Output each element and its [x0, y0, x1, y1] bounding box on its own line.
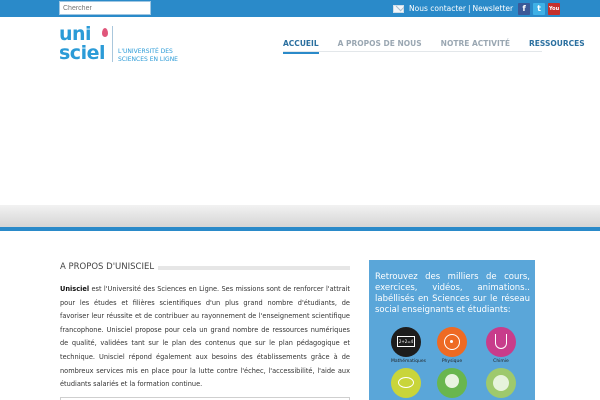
nav-accueil[interactable]: ACCUEIL	[283, 39, 319, 54]
nav-ressources[interactable]: RESSOURCES	[529, 39, 585, 48]
logo-uni: uni	[59, 23, 92, 45]
facebook-icon[interactable]: f	[518, 3, 530, 15]
chalkboard-icon: 2+2=4	[397, 336, 415, 347]
subject-sciences-vie[interactable]	[437, 368, 467, 398]
flask-shape	[495, 334, 507, 349]
logo-tagline-line2: SCIENCES EN LIGNE	[118, 56, 178, 63]
tree-shape	[445, 374, 459, 388]
contact-link[interactable]: Nous contacter	[409, 4, 467, 13]
logo-tagline-line1: L'UNIVERSITÉ DES	[118, 48, 173, 55]
subject-label: Physique	[441, 359, 463, 364]
newsletter-link[interactable]: Newsletter	[472, 4, 514, 13]
logo-tagline	[118, 48, 178, 64]
globe-icon	[486, 368, 516, 398]
subject-label: Mathématiques	[391, 359, 427, 364]
about-text	[60, 283, 350, 392]
unisciel-logo[interactable]	[59, 24, 199, 68]
atom-shape	[444, 334, 460, 350]
nav-notre-activite[interactable]: NOTRE ACTIVITÉ	[440, 39, 510, 48]
banner-strip	[0, 205, 600, 227]
globe-shape	[493, 375, 509, 391]
twitter-icon[interactable]: t	[533, 3, 545, 15]
nav-underline	[283, 51, 542, 52]
logo-divider	[112, 26, 113, 62]
flask-icon	[486, 327, 516, 357]
tree-icon	[437, 368, 467, 398]
cell-icon	[391, 368, 421, 398]
banner-blue-line	[0, 227, 600, 231]
about-title: A PROPOS D'UNISCIEL	[60, 262, 155, 272]
math-icon	[391, 327, 421, 357]
promo-panel	[369, 260, 535, 400]
subject-biologie[interactable]	[391, 368, 421, 398]
search-input[interactable]	[59, 1, 151, 15]
mail-icon	[393, 5, 404, 13]
about-title-rule	[158, 266, 350, 270]
top-links	[393, 0, 560, 17]
subject-chimie[interactable]	[486, 327, 516, 364]
logo-drop-icon	[102, 28, 108, 37]
subject-label: Chimie	[493, 359, 509, 364]
youtube-icon[interactable]: You	[548, 3, 560, 15]
atom-icon	[437, 327, 467, 357]
nav-a-propos[interactable]: A PROPOS DE NOUS	[337, 39, 422, 48]
logo-sciel: sciel	[59, 42, 105, 64]
link-separator: |	[468, 4, 471, 13]
promo-text: Retrouvez des milliers de cours, exercices, vidéos, animations.. labéllisés en Sciences sur le réseau social enseignants et étudiants:	[375, 272, 530, 315]
subject-physique[interactable]	[437, 327, 467, 364]
subject-geosciences[interactable]	[486, 368, 516, 398]
subject-mathematiques[interactable]	[391, 327, 427, 364]
about-brand: Unisciel	[60, 285, 90, 293]
about-body: est l'Université des Sciences en Ligne. Ses missions sont de renforcer l'attrait pour les études et filières scientifiques d'un plus grand nombre d'étudiants, de favoriser leur réussite et de contribuer au rayonnement de l'enseignement scientifique francophone. Unisciel propose pour cela un grand nombre de ressources numériques de qualité, validées tant sur le plan des contenus que sur le plan pédagogique et technique. Unisciel répond également aux besoins des établissements grâce à de nombreux services mis en place pour la lutte contre l'échec, l'accessibilité, l'aide aux étudiants salariés et la formation continue.	[60, 285, 350, 389]
cell-shape	[398, 377, 414, 388]
